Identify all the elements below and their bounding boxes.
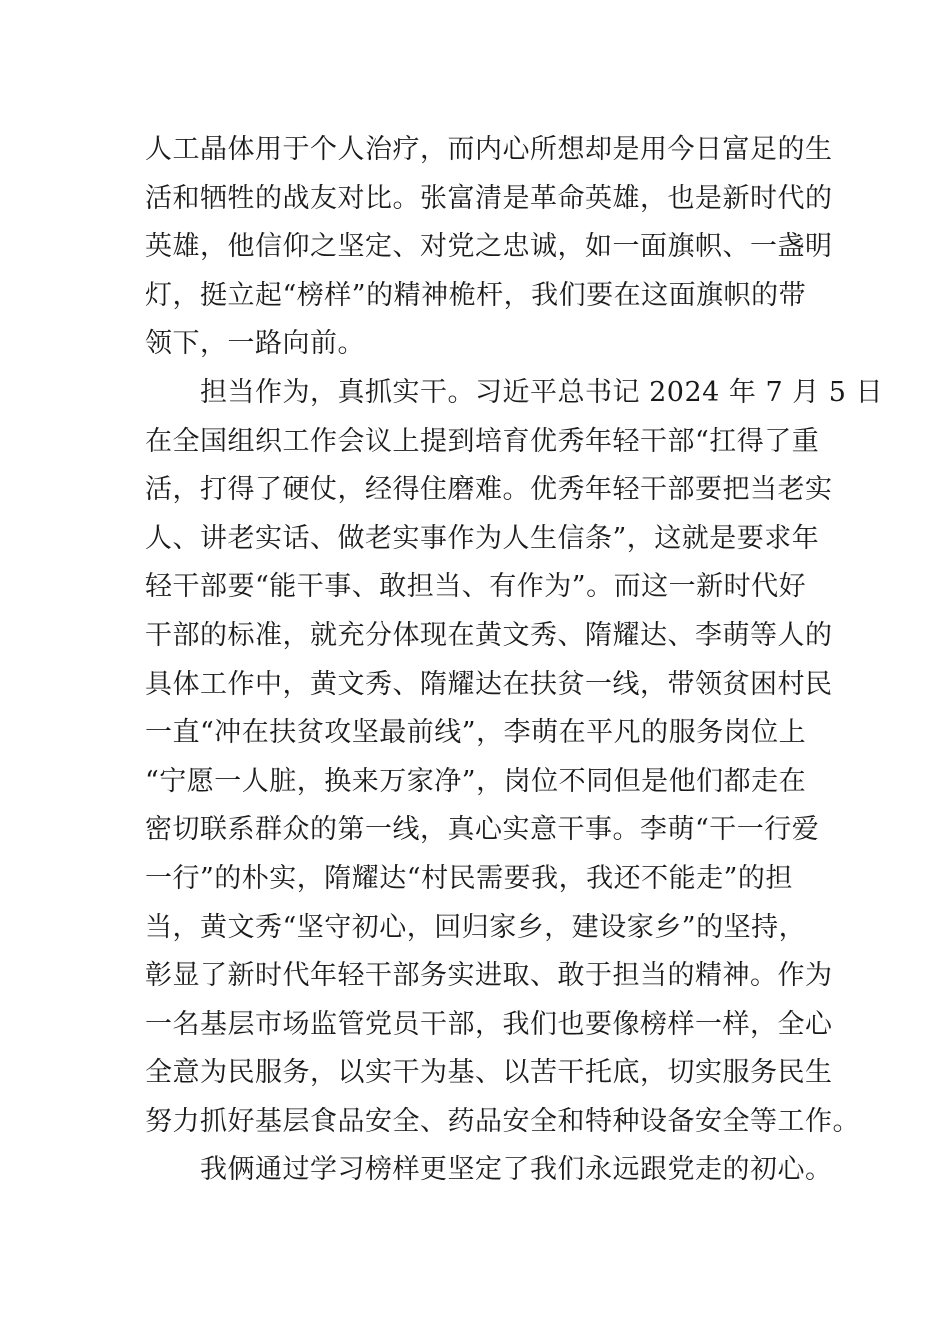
- text-line: 人工晶体用于个人治疗，而内心所想却是用今日富足的生: [145, 134, 833, 165]
- text-line: “宁愿一人脏，换来万家净”，岗位不同但是他们都走在: [145, 765, 807, 797]
- text-line: 具体工作中，黄文秀、隋耀达在扶贫一线，带领贫困村民: [145, 668, 833, 700]
- text-line: 我俩通过学习榜样更坚定了我们永远跟党走的初心。: [145, 1154, 833, 1186]
- text-line: 英雄，他信仰之坚定、对党之忠诚，如一面旗帜、一盏明: [145, 231, 833, 263]
- text-line: 活和牺牲的战友对比。张富清是革命英雄，也是新时代的: [145, 182, 833, 214]
- text-line: 一行”的朴实，隋耀达“村民需要我，我还不能走”的担: [145, 862, 793, 894]
- text-line: 密切联系群众的第一线，真心实意干事。李萌“干一行爱: [145, 814, 820, 846]
- text-line: 人、讲老实话、做老实事作为人生信条”，这就是要求年: [145, 522, 820, 554]
- text-line: 轻干部要“能干事、敢担当、有作为”。而这一新时代好: [145, 571, 807, 603]
- text-line: 努力抓好基层食品安全、药品安全和特种设备安全等工作。: [145, 1105, 860, 1137]
- text-line: 干部的标准，就充分体现在黄文秀、隋耀达、李萌等人的: [145, 619, 833, 651]
- text-line: 全意为民服务，以实干为基、以苦干托底，切实服务民生: [145, 1057, 833, 1089]
- body-text: [145, 126, 884, 1195]
- text-line: 活，打得了硬仗，经得住磨难。优秀年轻干部要把当老实: [145, 474, 833, 506]
- text-line: 当，黄文秀“坚守初心，回归家乡，建设家乡”的坚持，: [145, 911, 807, 943]
- text-line: 彰显了新时代年轻干部务实进取、敢于担当的精神。作为: [145, 960, 833, 992]
- text-line: 担当作为，真抓实干。习近平总书记 2024 年 7 月 5 日: [145, 376, 884, 408]
- text-line: 灯，挺立起“榜样”的精神桅杆，我们要在这面旗帜的带: [145, 279, 807, 311]
- text-line: 一直“冲在扶贫攻坚最前线”，李萌在平凡的服务岗位上: [145, 717, 807, 749]
- text-line: 在全国组织工作会议上提到培育优秀年轻干部“扛得了重: [145, 425, 820, 457]
- text-line: 一名基层市场监管党员干部，我们也要像榜样一样，全心: [145, 1008, 833, 1040]
- text-line: 领下，一路向前。: [145, 328, 365, 360]
